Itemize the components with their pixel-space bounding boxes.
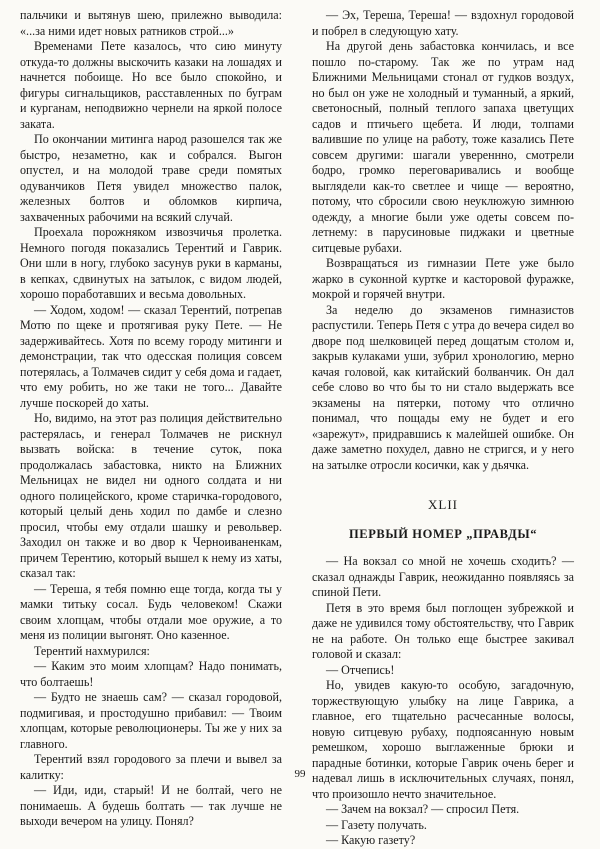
chapter-title: ПЕРВЫЙ НОМЕР „ПРАВДЫ“ bbox=[348, 526, 538, 541]
paragraph: За неделю до экзаменов гимназистов распустили. Теперь Петя с утра до вечера сидел во дворе под шелковицей перед дощатым столом и, закрыв кулаками уши, зубрил хронологию, мерно качая головой, как китайский болванчик. Он дал себе слово во что бы то ни стало выдержать все экзамены на пятерки, потому что отлично понимал, что пощады ему не будет и его «зарежут», придравшись к малейшей ошибке. Он даже заметно похудел, давно не стригся, и у него на затылке отросли косички, как у дьячка. bbox=[312, 302, 574, 472]
paragraph: — Каким это моим хлопцам? Надо понимать, что болтаешь! bbox=[20, 659, 282, 689]
paragraph: — Ходом, ходом! — сказал Терентий, потрепав Мотю по щеке и протягивая руку Пете. — Не задерживайтесь. Хотя по всему городу митинги и демонстрации, так что одесская полиция совсем потерялась, а Толмачев сидит у себя дома и гадает, что ему робить, но же таки не того... Давайте лучше поскорей до хаты. bbox=[20, 302, 282, 410]
page-number: 99 bbox=[294, 768, 306, 780]
paragraph: Проехала порожняком извозчичья пролетка. Немного погодя показались Терентий и Гаврик. Они шли в ногу, глубоко засунув руки в карманы, в кепках, сдвинутых на затылок, с видом людей, хорошо поработавших и весьма довольных. bbox=[20, 225, 282, 301]
paragraph: — Эх, Тереша, Тереша! — вздохнул городовой и побрел в следующую хату. bbox=[312, 8, 574, 38]
paragraph: Петя в это время был поглощен зубрежкой и даже не удивился тому обстоятельству, что Гаврик не на работе. Он только еще быстрее закивал головой и сказал: bbox=[312, 600, 574, 661]
paragraph: Но, увидев какую-то особую, загадочную, торжествующую улыбку на лице Гаврика, а главное, его тщательно расчесанные волосы, новую ситцевую рубаху, подпоясанную новым ремешком, хорошо выглаженные брюки и парадные ботинки, которые Гаврик очень берег и надевал лишь в исключительных случаях, понял, что произошло нечто значительное. bbox=[312, 678, 574, 801]
paragraph: пальчики и вытянув шею, прилежно выводила: «...за ними идет новых ратников строй...» bbox=[20, 8, 282, 38]
paragraph: Терентий нахмурился: bbox=[34, 643, 150, 658]
paragraph: — Тереша, я тебя помню еще тогда, когда ты у мамки титьку сосал. Будь человеком! Скажи своим хлопцам, чтобы отдали мое оружие, а то меня из полиции выгонят. Оно казенное. bbox=[20, 581, 282, 642]
paragraph: По окончании митинга народ разошелся так же быстро, незаметно, как и собрался. Выгон опустел, и на молодой траве среди помятых одуванчиков Петя увидел множество палок, железных болтов и обломков кирпича, захваченных рабочими на всякий случай. bbox=[20, 132, 282, 224]
paragraph: На другой день забастовка кончилась, и все пошло по-старому. Так же по утрам над Ближними Мельницами стонал от гудков воздух, но был он уже не холодный и туманный, а яркий, светоносный, полный теплого запаха цветущих садов и птичьего щебета. И люди, толпами валившие по улице на работу, тоже казались Пете совсем другими: шагали увереннно, смотрели бодро, громко переговаривались и вообще выглядели как-то светлее и чище — вероятно, потому, что сбросили свою неуклюжую зимнюю одежду, а многие были уже одеты совсем по-летнему: в парусиновые пиджаки и цветные ситцевые рубахи. bbox=[312, 39, 574, 255]
paragraph: Временами Пете казалось, что сию минуту откуда-то должны выскочить казаки на лошадях и начнется побоище. Но все было спокойно, и фигуры сигнальщиков, расставленных по буграм и курганам, неподвижно чернели на яркой полосе заката. bbox=[20, 39, 282, 131]
left-column bbox=[20, 8, 282, 830]
paragraph: — Зачем на вокзал? — спросил Петя. bbox=[326, 802, 520, 816]
paragraph: — На вокзал со мной не хочешь сходить? — сказал однажды Гаврик, неожиданно появляясь за спиной Пети. bbox=[312, 554, 574, 599]
paragraph: — Отчепись! bbox=[326, 662, 395, 677]
paragraph: — Газету получать. bbox=[326, 817, 427, 832]
paragraph: Но, видимо, на этот раз полиция действительно растерялась, и генерал Толмачев не рискнул вызвать войска: в течение суток, пока продолжалась забастовка, никто на Ближних Мельницах не видел ни одного солдата и ни одного полицейского, кроме старичка-городового, который целый день ходил по дамбе и слезно просил, чтобы ему отдали шашку и револьвер. Заходил он также и во двор к Черноиваненкам, причем Терентию, который вышел к нему из хаты, сказал так: bbox=[20, 411, 282, 580]
chapter-number: XLII bbox=[428, 497, 458, 512]
paragraph: Возвращаться из гимназии Пете уже было жарко в суконной куртке и касторовой фуражке, мокрой и горячей внутри. bbox=[312, 256, 574, 301]
paragraph: — Будто не знаешь сам? — сказал городовой, подмигивая, и простодушно прибавил: — Твоим хлопцам, которые революционеры. Ты же у них за главного. bbox=[20, 690, 282, 751]
paragraph: — Какую газету? bbox=[326, 833, 416, 847]
paragraph: — Иди, иди, старый! И не болтай, чего не понимаешь. А будешь болтать — так лучше не выходи вечером на улицу. Понял? bbox=[20, 783, 282, 828]
right-column bbox=[312, 8, 574, 849]
paragraph: Терентий взял городового за плечи и вывел за калитку: bbox=[20, 752, 282, 782]
